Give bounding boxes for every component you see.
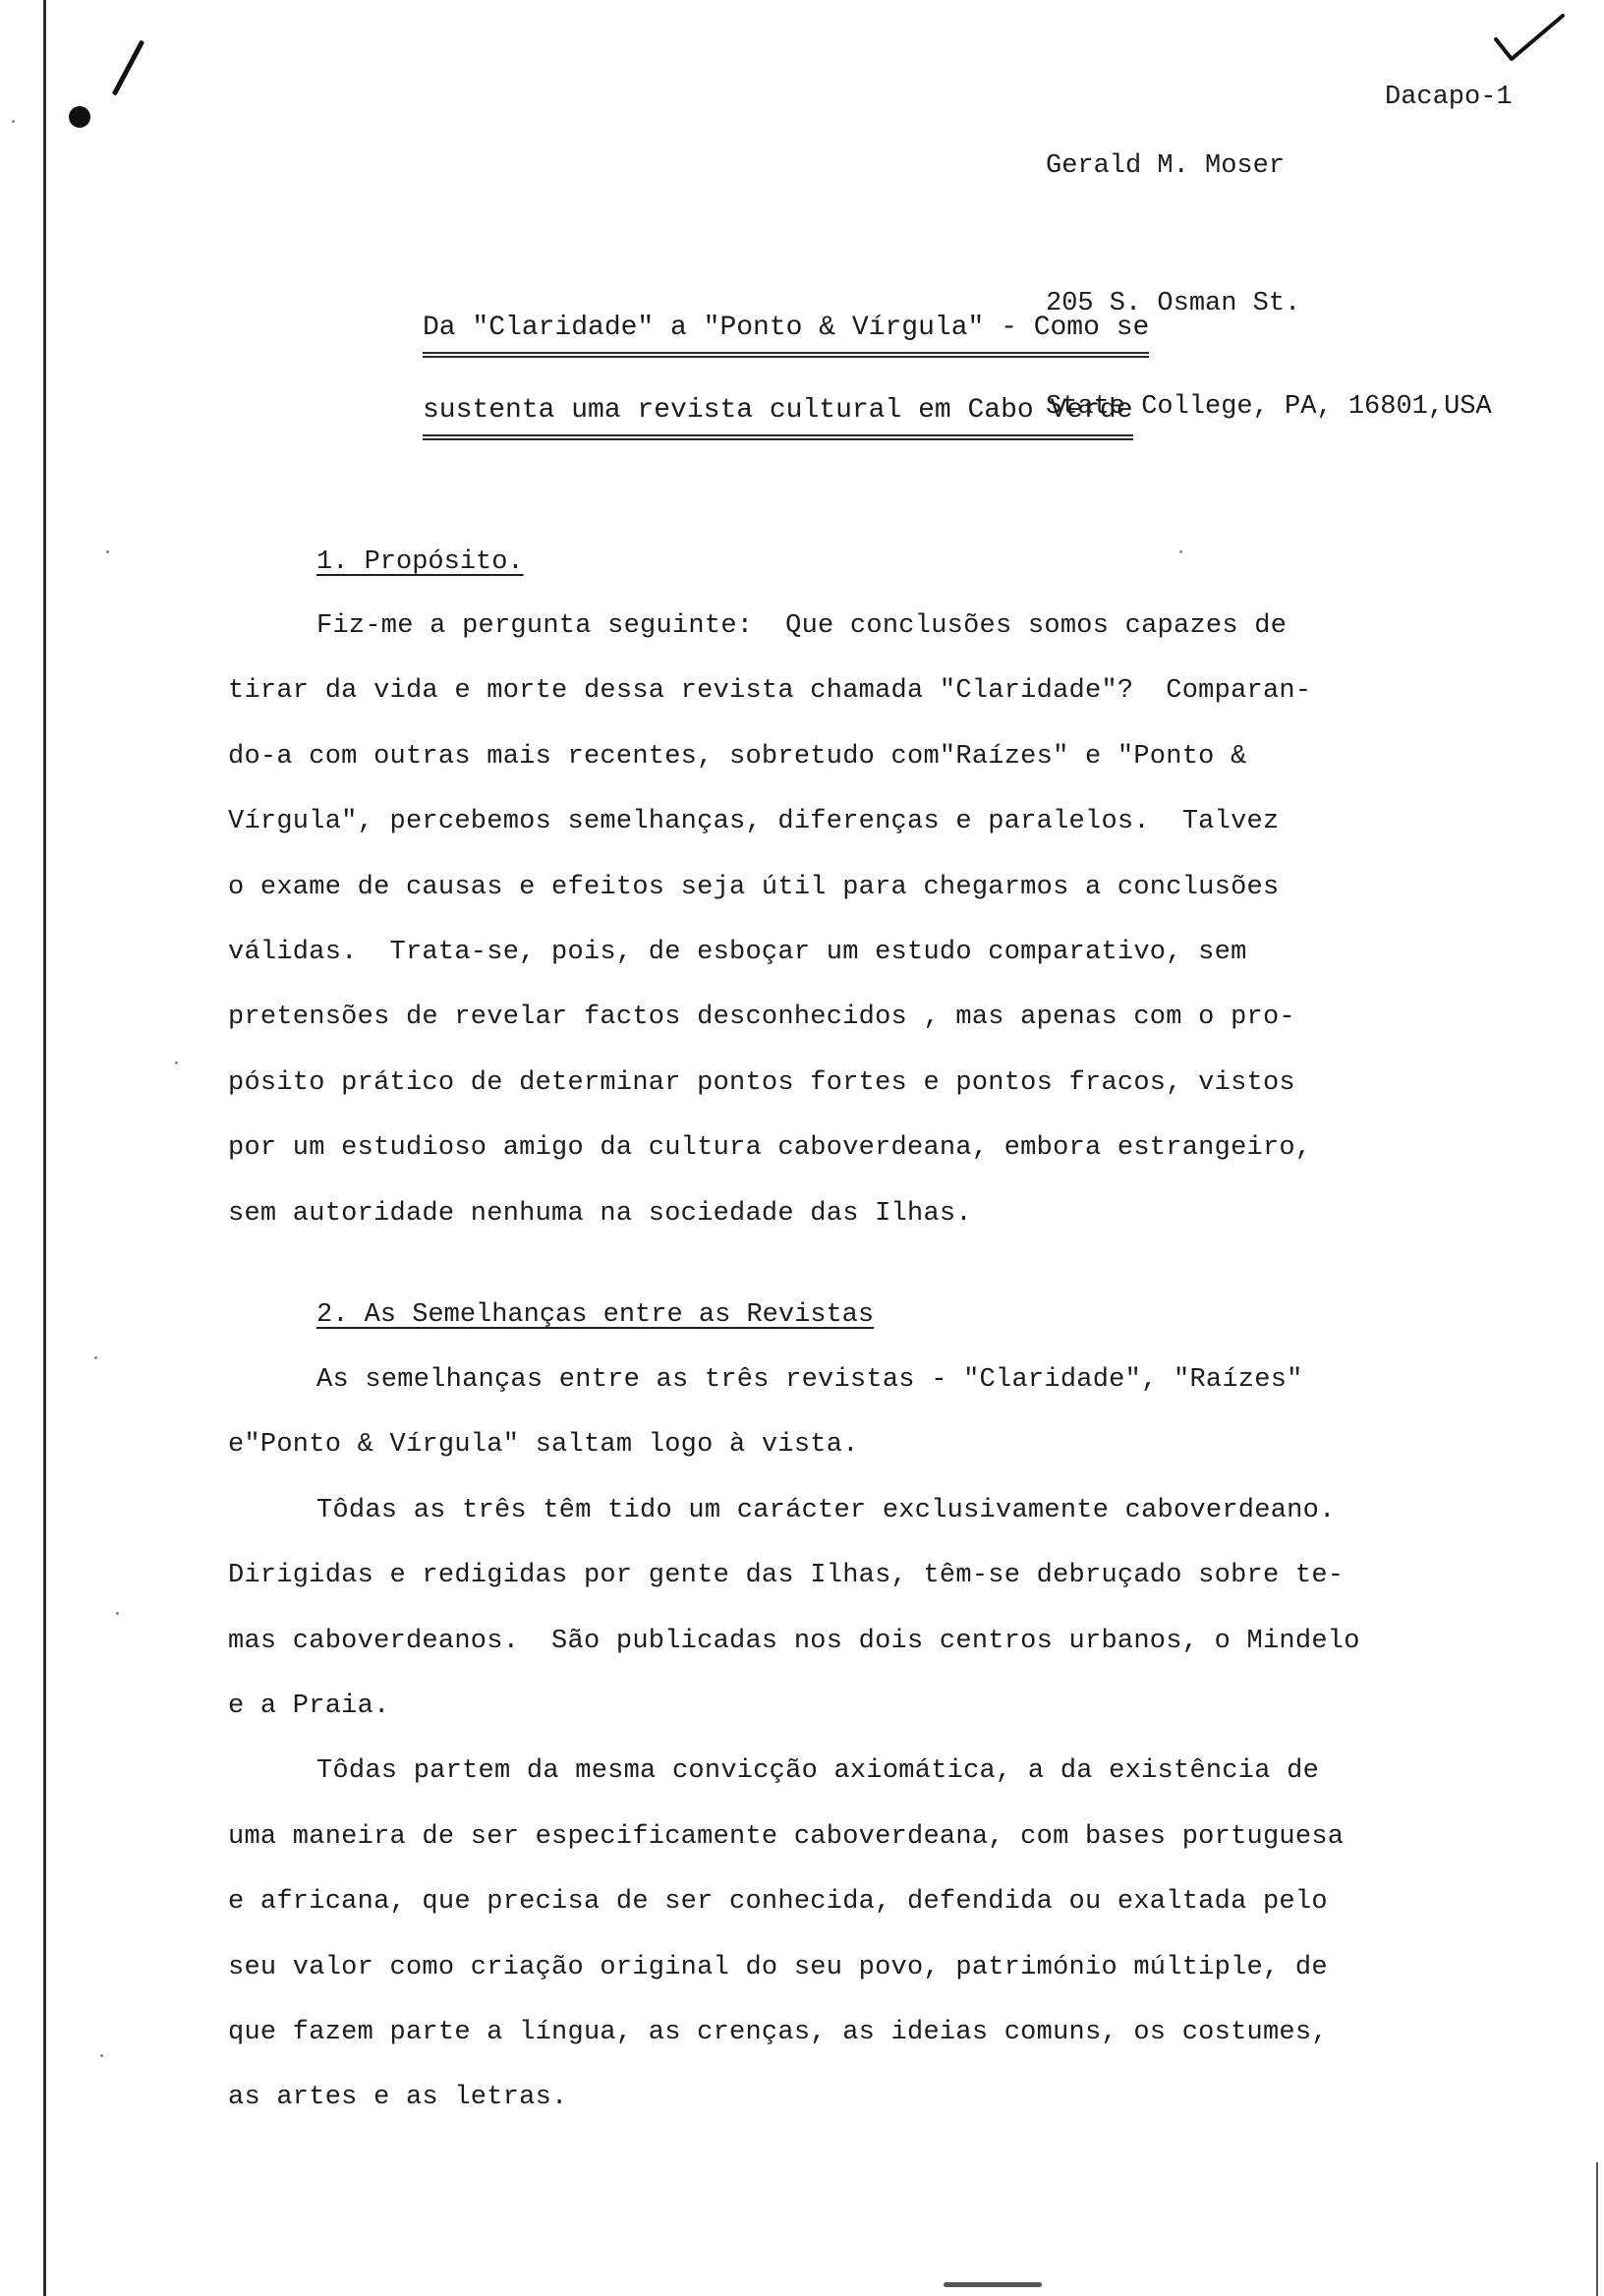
text-line: o exame de causas e efeitos seja útil para chegarmos a conclusões	[228, 872, 1280, 902]
text-line: do-a com outras mais recentes, sobretudo com"Raízes" e "Ponto &	[228, 741, 1247, 772]
text-line: Dirigidas e redigidas por gente das Ilhas, têm-se debruçado sobre te-	[228, 1561, 1345, 1591]
binding-edge-line	[43, 0, 46, 2296]
text-line: que fazem parte a língua, as crenças, as ideias comuns, os costumes,	[228, 2018, 1328, 2048]
text-line: por um estudioso amigo da cultura caboverdeana, embora estrangeiro,	[228, 1133, 1312, 1164]
text-line: Fiz-me a pergunta seguinte: Que conclusões somos capazes de	[316, 611, 1288, 641]
text-line: Tôdas as três têm tido um carácter exclusivamente caboverdeano.	[316, 1495, 1336, 1525]
text-line: as artes e as letras.	[228, 2083, 568, 2113]
checkmark-icon	[1490, 10, 1569, 69]
text-line: e a Praia.	[228, 1692, 390, 1722]
scan-speck	[106, 550, 109, 553]
hole-punch-mark	[69, 106, 90, 128]
title-line-1: Da "Claridade" a "Ponto & Vírgula" - Como se	[423, 309, 1149, 358]
text-line: pósito prático de determinar pontos fortes e pontos fracos, vistos	[228, 1067, 1295, 1098]
scan-speck	[1179, 550, 1182, 553]
text-line: seu valor como criação original do seu povo, património múltiple, de	[228, 1952, 1328, 1982]
text-line: sem autoridade nenhuma na sociedade das Ilhas.	[228, 1198, 972, 1229]
title-line-2: sustenta uma revista cultural em Cabo Verde	[423, 391, 1133, 440]
pen-mark	[112, 39, 145, 95]
section-1-heading: 1. Propósito.	[316, 547, 524, 577]
text-line: e"Ponto & Vírgula" saltam logo à vista.	[228, 1430, 859, 1461]
text-line: tirar da vida e morte dessa revista chamada "Claridade"? Comparan-	[228, 676, 1312, 707]
document-reference: Dacapo-1	[1385, 83, 1513, 112]
scan-speck	[175, 1062, 178, 1064]
text-line: pretensões de revelar factos desconhecidos , mas apenas com o pro-	[228, 1003, 1295, 1033]
page-edge-line	[1596, 2162, 1598, 2296]
scan-speck	[100, 2054, 103, 2057]
text-line: uma maneira de ser especificamente caboverdeana, com bases portuguesa	[228, 1821, 1345, 1852]
scan-speck	[116, 1612, 119, 1615]
text-line: e africana, que precisa de ser conhecida, defendida ou exaltada pelo	[228, 1887, 1328, 1918]
scan-speck	[94, 1356, 97, 1359]
document-title	[423, 309, 1149, 474]
text-line: As semelhanças entre as três revistas - "Claridade", "Raízes"	[316, 1365, 1303, 1395]
text-line: Vírgula", percebemos semelhanças, diferenças e paralelos. Talvez	[228, 807, 1280, 837]
section-2-heading: 2. As Semelhanças entre as Revistas	[316, 1300, 875, 1330]
author-name: Gerald M. Moser	[1046, 151, 1286, 181]
scan-smudge	[944, 2282, 1042, 2287]
street-address: 205 S. Osman St.	[1046, 289, 1301, 318]
text-line: válidas. Trata-se, pois, de esboçar um estudo comparativo, sem	[228, 938, 1247, 968]
section-2-body	[228, 1348, 1506, 2131]
text-line: mas caboverdeanos. São publicadas nos dois centros urbanos, o Mindelo	[228, 1626, 1360, 1656]
city-address: State College, PA, 16801,USA	[1046, 392, 1492, 422]
scan-speck	[12, 120, 15, 123]
text-line: Tôdas partem da mesma convicção axiomática, a da existência de	[316, 1756, 1320, 1787]
section-1-body	[228, 594, 1506, 1246]
